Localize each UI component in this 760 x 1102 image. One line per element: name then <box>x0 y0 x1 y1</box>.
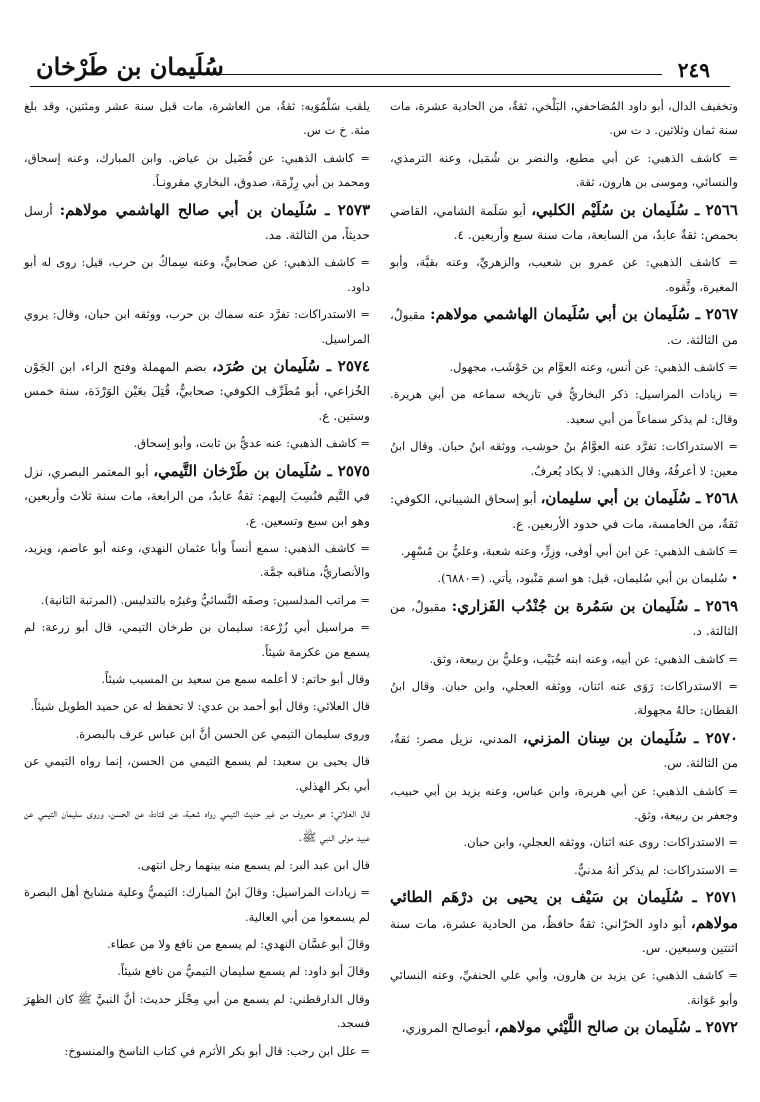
entry-heading: ٢٥٦٧ ـ سُلَيمان بن أبي سُلَيمان الهاشمي مولاهم: <box>429 305 739 324</box>
paragraph: = الاستدراكات: تفرَّد عنه العوَّامُ بنُ حوشب، ووثقه ابنُ حبان. وقال ابنُ معين: لا أعرفُهُ، وقال الذهبي: لا يكاد يُعرفُ. <box>390 439 738 478</box>
paragraph: وتخفيف الدال، أبو داود المُصَاحفي، البَلْخي، ثقةٌ، من الحادية عشرة، مات سنة ثمان وثلاثين. د ت س. <box>390 99 738 138</box>
paragraph: = كاشف الذهبي: عن يزيد بن هارون، وأبي علي الحنفيِّ، وعنه النسائي وأبو عَوَانة. <box>390 968 738 1007</box>
paragraph: = الاستدراكات: رَوَى عنه اثنان، ووثقه العجلي، وابن حبان. وقال ابنُ القطان: حالهُ مجهولة. <box>390 678 738 718</box>
header-underline <box>30 86 730 87</box>
entry-heading: ٢٥٧١ ـ سُلَيمان بن سَيْف بن يحيى بن درْهَم الطائي مولاهم، <box>390 888 738 932</box>
paragraph: قال العلائي: وقال أبو أحمد بن عدي: لا تحفظ له عن حميد الطويل شيئاً. <box>30 699 370 714</box>
page-number: ٢٤٩ <box>677 58 710 82</box>
biography-entry <box>390 1015 738 1040</box>
paragraph: يلقب سَلْمُوَيه: ثقةٌ، من العاشرة، مات قبل سنة عشر ومئتين، وقد بلغ مئة. خ ت س. <box>24 99 370 138</box>
paragraph: = كاشف الذهبي: عن أبيه، وعنه ابنه خُبَيْب، وعليُّ بن ربيعة، وثق. <box>429 651 738 666</box>
entry-heading: ٢٥٦٨ ـ سُلَيمان بن أبي سليمان، <box>540 489 739 508</box>
paragraph: وروى سليمان التيمي عن الحسن أنَّ ابن عباس عرف بالبصرة. <box>75 726 370 741</box>
biography-entry <box>24 198 370 248</box>
paragraph: قال يحيى بن سعيد: لم يسمع التيمي من الحسن، إنما رواه التيمي عن أبي بكر الهذلي. <box>24 754 370 793</box>
biography-entry <box>24 459 370 533</box>
paragraph: = كاشف الذهبي: عن أنس، وعنه العوَّام بن حَوْشَب، مجهول. <box>449 360 738 375</box>
entry-heading: ٢٥٧٥ ـ سُلَيمان بن طَرْخان التَّيمي، <box>153 461 370 480</box>
paragraph: = كاشف الذهبي: عن صحابيٍّ، وعنه سِماكُ بن حرب، قيل: روى له أبو داود. <box>24 255 370 294</box>
biography-entry <box>24 354 370 428</box>
paragraph: = الاستدراكات: روى عنه اثنان، ووثقه العجلي، وابن حبان. <box>463 835 738 850</box>
entry-text: أبو المعتمر البصري، نزل في التَّيم فنُسِبَ إليهم: ثقةٌ عابدٌ، من الرابعة، مات سنة ثلاث وأربعين، وهو ابن سبع وتسعين. ع. <box>24 464 370 528</box>
paragraph: = كاشف الذهبي: عن أبي هريرة، وابن عباس، وعنه يزيد بن أبي حبيب، وجعفر بن ربيعة، وثق. <box>390 783 738 822</box>
paragraph: وقالَ أبو غسَّان النهدي: لم يسمع من نافع ولا من عطاء. <box>106 937 370 951</box>
entry-text: أبوصالح المروزي، <box>401 1021 491 1036</box>
entry-heading: ٢٥٧٢ ـ سُلَيمان بن صالح اللَّيْثي مولاهم، <box>494 1018 738 1037</box>
paragraph: = كاشف الذهبي: عن ابن أبي أوفى، وزِرٍّ، وعنه شعبة، وعليُّ بن مُسْهِر. <box>400 543 738 558</box>
paragraph: قال العلائي: هو معروف من غير حديث التيمي رواه شعبة، عن قتادة، عن الحسن، وروى سليمان التيمي عن عبيد مولى النبي ﷺ. <box>24 805 370 845</box>
entry-text: بضم المهملة وفتح الراء، ابن الجَوْن الخُزاعي، أبو مُطَرِّف الكوفي: صحابيٌّ، قُتِلَ بعَيْن الوَرْدَة، سنة خمس وستين. ع. <box>24 360 370 423</box>
entry-heading: ٢٥٦٩ ـ سُلَيمان بن سَمُرة بن جُنْدُب الفَزاري: <box>451 596 739 615</box>
entry-text: أبو داود الحرّاني: ثقةٌ حافظٌ، من الحادية عشرة، مات سنة اثنتين وسبعين. س. <box>390 916 738 955</box>
paragraph: = مراسيل أبي زُرْعة: سليمان بن طرخان التيمي، قال أبو زرعة: لم يسمع من عكرمة شيئاً. <box>24 620 370 659</box>
entry-text: أبو إسحاق الشيباني، الكوفي: ثقةٌ، من الخامسة، مات في حدود الأربعين. ع. <box>390 492 738 531</box>
paragraph: • سُليمان بن أبي سُليمان، قيل: هو اسم مَنْبود، يأتي. (=٦٨٨٠). <box>437 571 738 586</box>
paragraph: = كاشف الذهبي: عن عمرو بن شعيب، والزهريِّ، وعنه بقيَّة، وأبو المغيرة، وثَّقوه. <box>390 255 738 294</box>
entry-text: مقبولٌ، من الثالثة. ت. <box>390 308 738 347</box>
paragraph: = مراتب المدلسين: وصفَه النَّسائيُّ وغيرُه بالتدليس. (المرتبة الثانية). <box>40 592 370 607</box>
paragraph: = كاشف الذهبي: عن أبي مطيع، والنضر بن شُمَيل، وعنه الترمذي، والنسائي، وموسى بن هارون، ثقة. <box>390 150 738 190</box>
entry-heading: ٢٥٧٣ ـ سُلَيمان بن أبي صالح الهاشمي مولاهم: <box>59 200 371 219</box>
paragraph: = كاشف الذهبي: عنه عديُّ بن ثابت، وأبو إسحاق. <box>133 436 370 451</box>
paragraph: = علل ابن رجب: قال أبو بكر الأثرم في كتاب الناسخ والمنسوخ: <box>64 1043 370 1058</box>
right-column <box>390 94 738 1094</box>
paragraph: وقال الدارقطني: لم يسمع من أبي مِجْلَز حديث: أنَّ النبيَّ ﷺ كان الظهرَ فسجد. <box>24 991 370 1031</box>
entry-text: أبو سَلَمة الشامي، القاضي بحمص: ثقةٌ عابدٌ، من السابعة، مات سنة سبع وأربعين. ٤. <box>390 203 738 243</box>
biography-entry <box>390 726 738 776</box>
paragraph: = الاستدراكات: تفرَّد عنه سماك بن حرب، ووثقه ابن حبان، وقال: يروي المراسيل. <box>24 307 370 346</box>
header-rule <box>182 74 662 75</box>
entry-heading: ٢٥٧٠ ـ سُلَيمان بن سِنان المزني، <box>522 728 739 747</box>
paragraph: = زيادات المراسيل: وقالَ ابنُ المبارك: التيميُّ وعلية مشايخ أهل البصرة لم يسمعوا من أبي العالية. <box>24 885 370 924</box>
biography-entry <box>390 486 738 536</box>
biography-entry <box>390 302 738 352</box>
biography-entry <box>390 885 738 960</box>
paragraph: = الاستدراكات: لم يذكر أنهُ مدنيٌّ. <box>574 862 738 877</box>
biography-entry <box>390 198 738 248</box>
paragraph: = كاشف الذهبي: عن فُضَيل بن عياض. وابن المبارك، وعنه إسحاق، ومحمد بن أبي رِزْمَة، صدوق، البخاري مقرونـاً. <box>24 150 370 190</box>
paragraph: قال ابن عبد البر: لم يسمع منه بينهما رجل انتهى. <box>137 857 370 872</box>
running-title: سُلَيمان بن طَرْخان <box>36 52 224 81</box>
paragraph: = كاشف الذهبي: سمع أنساً وأبا عثمان النهدي، وعنه أبو عاصم، ويزيد، والأنصاريُّ، مناقبه جمَّة. <box>24 540 370 580</box>
entry-text: أرسل حديثاً، من الثالثة. مد. <box>24 203 370 243</box>
left-column <box>24 94 370 1094</box>
entry-text: المدني، نزيل مصر: ثقةٌ، من الثالثة. س. <box>390 731 738 771</box>
page-header <box>30 50 730 86</box>
entry-heading: ٢٥٧٤ ـ سُلَيمان بن صُرَد، <box>212 357 370 376</box>
paragraph: وقالَ أبو داود: لم يسمع سليمان التيميُّ من نافع شيئاً. <box>117 964 370 979</box>
entry-heading: ٢٥٦٦ ـ سُلَيمان بن سُلَيْم الكلبي، <box>531 200 738 219</box>
entry-text: مقبولٌ، من الثالثة. د. <box>390 599 738 639</box>
paragraph: وقال أبو حاتم: لا أعلمه سمع من سعيد بن المسيب شيئاً. <box>101 671 370 686</box>
paragraph: = زيادات المراسيل: ذكر البخاريُّ في تاريخه سماعه من أبي هريرة. وقال: لم يذكر سماعاً من أبي سعيد. <box>390 387 738 426</box>
biography-entry <box>390 594 738 644</box>
